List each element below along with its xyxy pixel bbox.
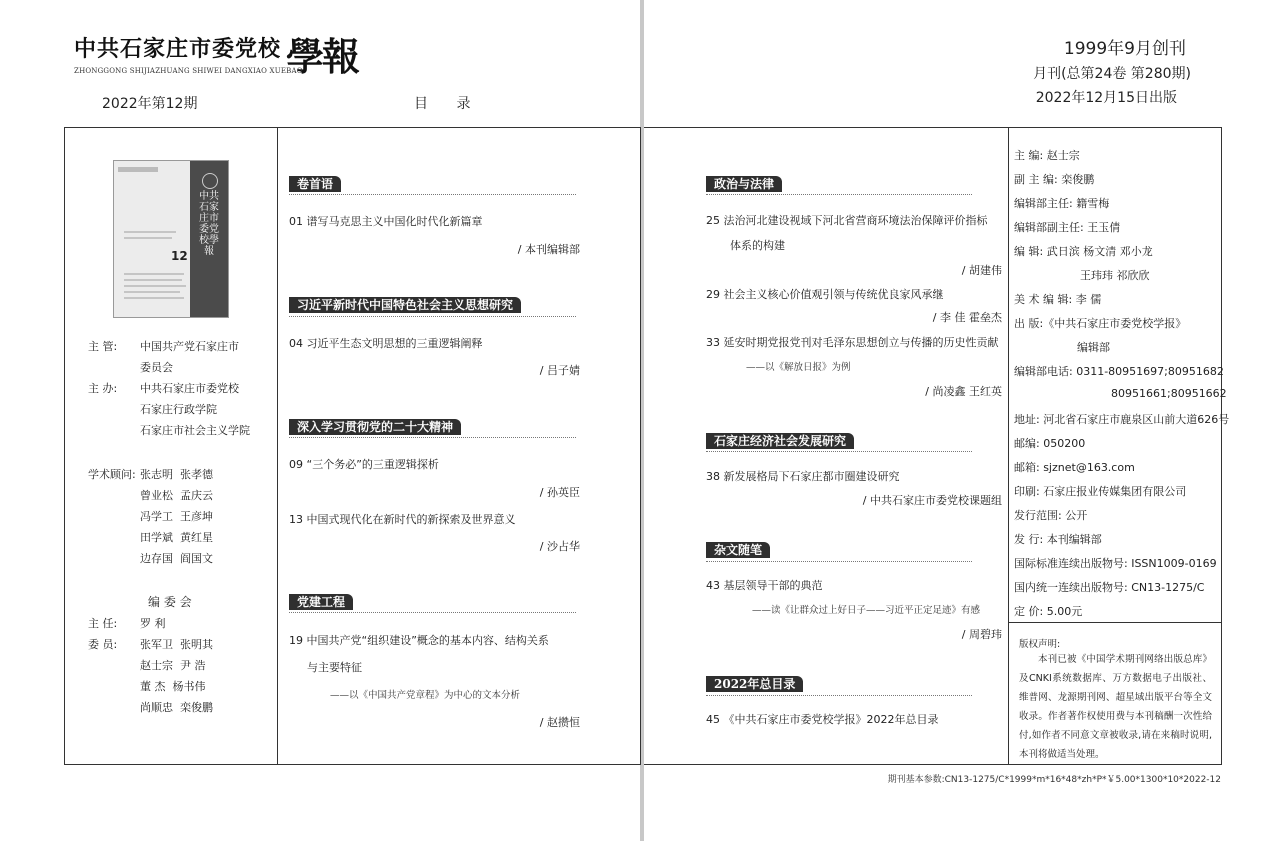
supervisor-line-1: 中国共产党石家庄市 (140, 340, 239, 353)
info-editors-continued: 王玮玮 祁欣欣 (1080, 269, 1150, 282)
toc-item[interactable]: 19 中国共产党“组织建设”概念的基本内容、结构关系 (289, 634, 549, 647)
section-rule (289, 316, 576, 317)
info-distributor: 发 行: 本刊编辑部 (1014, 533, 1102, 546)
left-divider (277, 127, 278, 765)
board-chief: 罗 利 (140, 617, 166, 630)
board-member: 尚顺忠 (140, 701, 173, 714)
section-tag-congress: 深入学习贯彻党的二十大精神 (289, 419, 461, 435)
toc-item-continued[interactable]: 体系的构建 (730, 239, 785, 252)
advisor-name: 冯学工 (140, 510, 173, 523)
section-tag-preface: 卷首语 (289, 176, 341, 192)
cover-image (113, 160, 229, 318)
advisor-name: 黄红星 (180, 531, 213, 544)
board-chief-label: 主 任: (88, 617, 118, 630)
toc-author: / 周碧玮 (961, 628, 1002, 641)
toc-item[interactable]: 09 “三个务必”的三重逻辑探析 (289, 458, 439, 471)
cover-issue-number: 12 (171, 249, 188, 263)
journal-parameters: 期刊基本参数:CN13-1275/C*1999*m*16*48*zh*P*￥5.00*1300*10*2022-12 (887, 775, 1221, 785)
toc-author: / 赵攒恒 (539, 716, 580, 729)
advisor-name: 阎国文 (180, 552, 213, 565)
toc-item[interactable]: 43 基层领导干部的典范 (706, 579, 823, 592)
host-label: 主 办: (88, 382, 118, 395)
advisor-name: 张志明 (140, 468, 173, 481)
toc-heading: 目 录 (414, 96, 483, 112)
toc-subtitle: ——读《让群众过上好日子——习近平正定足迹》有感 (752, 605, 981, 616)
section-rule (706, 561, 972, 562)
section-rule (289, 612, 576, 613)
toc-item-continued[interactable]: 与主要特征 (307, 661, 362, 674)
toc-author: / 李 佳 霍垒杰 (932, 311, 1002, 324)
journal-pinyin: ZHONGGONG SHIJIAZHUANG SHIWEI DANGXIAO XUEBAO (74, 67, 303, 75)
toc-author: / 吕子婧 (539, 364, 580, 377)
toc-author: / 沙占华 (539, 540, 580, 553)
toc-author: / 尚凌鑫 王红英 (925, 385, 1002, 398)
info-editors: 编 辑: 武日滨 杨文清 邓小龙 (1014, 245, 1153, 258)
info-phone-continued: 80951661;80951662 (1111, 387, 1227, 400)
toc-author: / 孙英臣 (539, 486, 580, 499)
info-postcode: 邮编: 050200 (1014, 437, 1086, 450)
advisor-name: 张孝德 (180, 468, 213, 481)
advisor-label: 学术顾问: (88, 468, 136, 481)
section-rule (289, 194, 576, 195)
board-members-label: 委 员: (88, 638, 118, 651)
toc-item[interactable]: 38 新发展格局下石家庄都市圈建设研究 (706, 470, 900, 483)
board-member: 董 杰 (140, 680, 166, 693)
journal-title: 中共石家庄市委党校 (74, 36, 282, 62)
advisor-name: 王彦坤 (180, 510, 213, 523)
section-tag-politics-law: 政治与法律 (706, 176, 782, 192)
advisor-name: 边存国 (140, 552, 173, 565)
info-office-deputy: 编辑部副主任: 王玉倩 (1014, 221, 1121, 234)
advisor-block (88, 464, 213, 569)
section-tag-annual-index: 2022年总目录 (706, 676, 803, 692)
publication-frequency: 月刊(总第24卷 第280期) (1033, 66, 1191, 82)
section-rule (706, 451, 972, 452)
host-line-2: 石家庄行政学院 (140, 403, 217, 416)
board-member: 张明其 (180, 638, 213, 651)
section-tag-essays: 杂文随笔 (706, 542, 770, 558)
supervisor-label: 主 管: (88, 340, 118, 353)
advisor-name: 田学斌 (140, 531, 173, 544)
cover-vertical-title: 中共石家庄市委党校學報 (199, 191, 219, 257)
info-cn: 国内统一连续出版物号: CN13-1275/C (1014, 581, 1205, 594)
toc-item[interactable]: 45 《中共石家庄市委党校学报》2022年总目录 (706, 713, 939, 726)
info-printer: 印刷: 石家庄报业传媒集团有限公司 (1014, 485, 1187, 498)
board-member: 栾俊鹏 (180, 701, 213, 714)
board-member: 杨书伟 (172, 680, 206, 693)
toc-subtitle: ——以《解放日报》为例 (746, 362, 851, 373)
board-member: 尹 浩 (180, 659, 206, 672)
toc-item[interactable]: 01 谱写马克思主义中国化时代化新篇章 (289, 215, 483, 228)
info-address: 地址: 河北省石家庄市鹿泉区山前大道626号 (1014, 413, 1230, 426)
info-art-editor: 美 术 编 辑: 李 儒 (1014, 293, 1102, 306)
toc-author: / 本刊编辑部 (517, 243, 580, 256)
toc-item[interactable]: 33 延安时期党报党刊对毛泽东思想创立与传播的历史性贡献 (706, 336, 999, 349)
info-separator (1008, 622, 1222, 623)
info-price: 定 价: 5.00元 (1014, 605, 1083, 618)
section-rule (289, 437, 576, 438)
section-rule (706, 194, 972, 195)
sponsor-block (88, 336, 250, 441)
board-block (88, 613, 213, 718)
publication-date: 2022年12月15日出版 (1035, 90, 1177, 106)
board-title: 编 委 会 (148, 595, 192, 609)
info-publisher-continued: 编辑部 (1077, 341, 1110, 354)
journal-brush-title: 學報 (286, 34, 359, 79)
section-tag-party-building: 党建工程 (289, 594, 353, 610)
toc-item[interactable]: 25 法治河北建设视域下河北省营商环境法治保障评价指标 (706, 214, 988, 227)
info-deputy-editor: 副 主 编: 栾俊鹏 (1014, 173, 1095, 186)
copyright-heading: 版权声明: (1019, 639, 1061, 650)
emblem-icon (202, 173, 218, 189)
host-line-1: 中共石家庄市委党校 (140, 382, 239, 395)
right-divider (1008, 127, 1009, 765)
issue-number: 2022年第12期 (102, 96, 198, 112)
advisor-name: 孟庆云 (180, 489, 213, 502)
board-member: 赵士宗 (140, 659, 173, 672)
advisor-name: 曾业松 (140, 489, 173, 502)
toc-subtitle: ——以《中国共产党章程》为中心的文本分析 (330, 690, 521, 701)
toc-author: / 胡建伟 (961, 264, 1002, 277)
info-office-head: 编辑部主任: 籍雪梅 (1014, 197, 1110, 210)
founded-date: 1999年9月创刊 (1063, 39, 1186, 59)
toc-item[interactable]: 04 习近平生态文明思想的三重逻辑阐释 (289, 337, 483, 350)
toc-author: / 中共石家庄市委党校课题组 (862, 494, 1002, 507)
info-scope: 发行范围: 公开 (1014, 509, 1088, 522)
section-tag-xi-thought: 习近平新时代中国特色社会主义思想研究 (289, 297, 521, 313)
copyright-body: 本刊已被《中国学术期刊网络出版总库》及CNKI系统数据库、万方数据电子出版社、维普网、龙源期刊网、超星域出版平台等全文收录。作者著作权使用费与本刊稿酬一次性给付,如作者不同意文章被收录,请在来稿时说明,本刊将做适当处理。 (1019, 654, 1212, 760)
info-publisher: 出 版:《中共石家庄市委党校学报》 (1014, 317, 1187, 330)
host-line-3: 石家庄市社会主义学院 (140, 424, 250, 437)
info-phone: 编辑部电话: 0311-80951697;80951682 (1014, 365, 1224, 378)
info-email[interactable]: 邮箱: sjznet@163.com (1014, 461, 1135, 474)
toc-item[interactable]: 13 中国式现代化在新时代的新探索及世界意义 (289, 513, 516, 526)
info-issn: 国际标准连续出版物号: ISSN1009-0169 (1014, 557, 1217, 570)
board-member: 张军卫 (140, 638, 173, 651)
supervisor-line-2: 委员会 (140, 361, 173, 374)
info-chief-editor: 主 编: 赵士宗 (1014, 149, 1080, 162)
toc-item[interactable]: 29 社会主义核心价值观引领与传统优良家风承继 (706, 288, 944, 301)
section-tag-economy: 石家庄经济社会发展研究 (706, 433, 854, 449)
section-rule (706, 695, 972, 696)
